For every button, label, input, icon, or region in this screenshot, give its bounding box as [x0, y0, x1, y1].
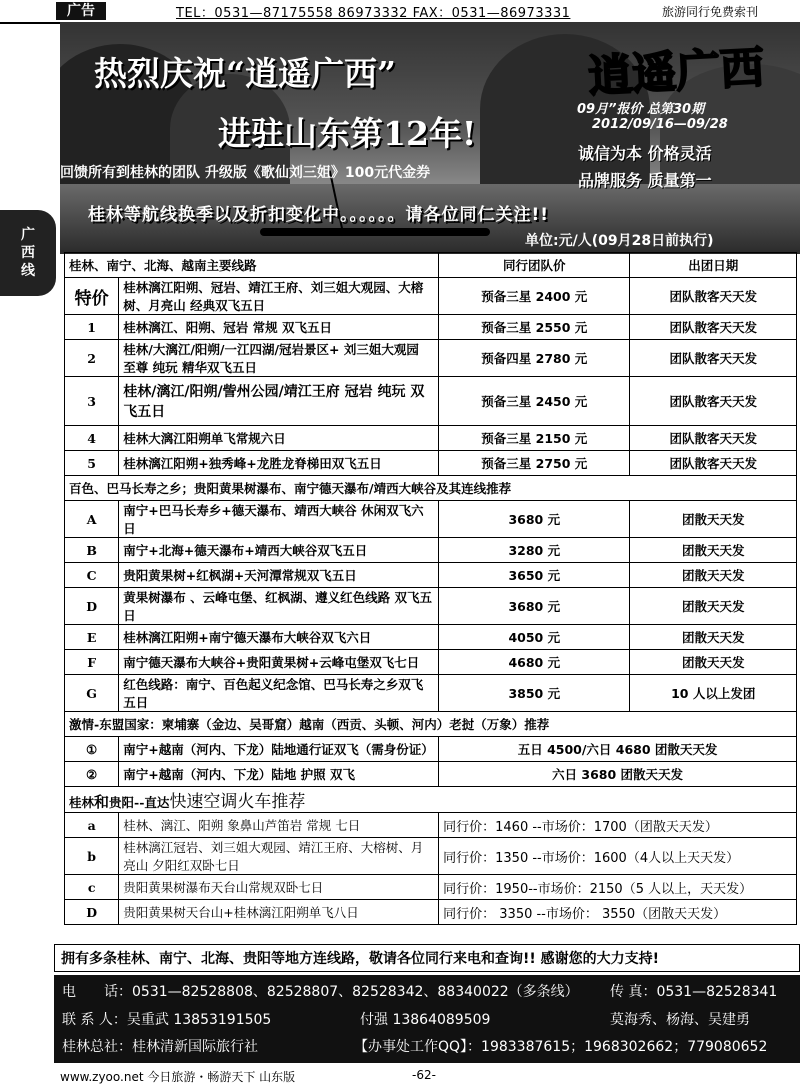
route-date: 团队散客天天发 [630, 377, 797, 426]
route-date: 团散天天发 [630, 538, 797, 563]
row-index: G [65, 675, 119, 712]
title-direct: --直达 [134, 795, 170, 810]
route-date: 团散天天发 [630, 501, 797, 538]
section3-header-row [65, 712, 797, 737]
slogan-line-1: 诚信为本 价格灵活 [578, 144, 712, 163]
table-row [65, 563, 797, 588]
hq-row [62, 1036, 258, 1056]
table-row [65, 900, 797, 925]
route-name: 贵阳黄果树天台山+桂林漓江阳朔单飞八日 [119, 900, 439, 925]
phone-row [62, 981, 579, 1001]
side-tab-char: 广 [21, 227, 35, 243]
row-index: ① [65, 737, 119, 762]
notice-text: 桂林等航线换季以及折扣变化中。。。。。。请各位同仁关注!! [88, 205, 550, 225]
route-date: 10 人以上发团 [630, 675, 797, 712]
route-name: 黄果树瀑布 、云峰屯堡、红枫湖、遵义红色线路 双飞五日 [119, 588, 439, 625]
route-price: 六日 3680 团散天天发 [439, 762, 797, 787]
fax-label: 传 真： [610, 984, 657, 1000]
route-date: 团队散客天天发 [630, 426, 797, 451]
title-guiyang: 贵阳 [109, 795, 135, 810]
contact-block [54, 975, 800, 1063]
issue-label: 09月”报价 总第30期 [577, 102, 705, 117]
route-name: 南宁+巴马长寿乡+德天瀑布、靖西大峡谷 休闲双飞六日 [119, 501, 439, 538]
table-row [65, 315, 797, 340]
side-tab-char: 线 [21, 263, 35, 279]
section2-header-row [65, 476, 797, 501]
row-index: C [65, 563, 119, 588]
side-tab-guangxi [0, 210, 56, 296]
route-price: 3680 元 [439, 588, 630, 625]
route-date: 团散天天发 [630, 563, 797, 588]
route-name: 桂林漓江阳朔+独秀峰+龙胜龙脊梯田双飞五日 [119, 451, 439, 476]
route-price: 同行价：1460 --市场价：1700（团散天天发） [439, 813, 797, 838]
row-index: D [65, 588, 119, 625]
route-price: 预备三星 2750 元 [439, 451, 630, 476]
route-date: 团队散客天天发 [630, 278, 797, 315]
route-name: 桂林、漓江、阳朔 象鼻山芦笛岩 常规 七日 [119, 813, 439, 838]
col-price-header: 同行团队价 [439, 253, 630, 278]
free-note: 旅游同行免费索刊 [662, 5, 759, 19]
route-date: 团散天天发 [630, 650, 797, 675]
title-and: 和 [94, 793, 110, 811]
slogan-line-2: 品牌服务 质量第一 [578, 171, 712, 190]
contact-person-1: 吴重武 13853191505 [126, 1012, 272, 1028]
title-train: 快速空调火车推荐 [169, 792, 306, 812]
table-row [65, 377, 797, 426]
qq-numbers: 1983387615；1968302662；779080652 [481, 1039, 768, 1055]
route-table [64, 252, 797, 925]
route-price: 3850 元 [439, 675, 630, 712]
route-price: 预备三星 2150 元 [439, 426, 630, 451]
table-row [65, 762, 797, 787]
qq-label: 【办事处工作QQ】： [354, 1039, 482, 1055]
row-index: 特价 [65, 278, 119, 315]
route-date: 团散天天发 [630, 625, 797, 650]
route-date: 团散天天发 [630, 588, 797, 625]
row-index: B [65, 538, 119, 563]
route-name: 贵阳黄果树瀑布天台山常规双卧七日 [119, 875, 439, 900]
table-row [65, 813, 797, 838]
contact-row [62, 1009, 271, 1029]
section3-title: 激情-东盟国家：柬埔寨（金边、吴哥窟）越南（西贡、头顿、河内）老挝（万象）推荐 [65, 712, 797, 737]
route-price: 4680 元 [439, 650, 630, 675]
ad-tag: 广告 [56, 2, 106, 20]
row-index: b [65, 838, 119, 875]
table-row [65, 538, 797, 563]
title-guilin: 桂林 [69, 795, 95, 810]
top-contact: TEL：0531—87175558 86973332 FAX：0531—86973331 [176, 6, 571, 21]
route-price: 预备三星 2550 元 [439, 315, 630, 340]
section2-title: 百色、巴马长寿之乡；贵阳黄果树瀑布、南宁德天瀑布/靖西大峡谷及其连线推荐 [65, 476, 797, 501]
qq-row [354, 1036, 767, 1056]
contact-label: 联 系 人： [62, 1012, 127, 1028]
route-price: 3680 元 [439, 501, 630, 538]
route-name: 桂林/大漓江/阳朔/一江四湖/冠岩景区+ 刘三姐大观园 至尊 纯玩 精华双飞五日 [119, 340, 439, 377]
route-price: 同行价：1350 --市场价：1600（4人以上天天发） [439, 838, 797, 875]
brand-logo: 逍遥广西 [587, 42, 766, 103]
hq-label: 桂林总社： [62, 1039, 132, 1055]
route-name: 桂林漓江冠岩、刘三姐大观园、靖江王府、大榕树、月亮山 夕阳红双卧七日 [119, 838, 439, 875]
feedback-text: 回馈所有到桂林的团队 升级版《歌仙刘三姐》100元代金券 [60, 165, 431, 181]
route-price: 预备三星 2400 元 [439, 278, 630, 315]
row-index: ② [65, 762, 119, 787]
contact-person-2: 付强 13864089509 [360, 1012, 491, 1028]
issue-dates: 2012/09/16—09/28 [592, 117, 728, 132]
phone-label: 电 话： [62, 984, 132, 1000]
route-name: 南宁+越南（河内、下龙）陆地通行证双飞（需身份证） [119, 737, 439, 762]
phone-numbers: 0531—82528808、82528807、82528342、88340022（多条线） [132, 984, 579, 1000]
route-price: 4050 元 [439, 625, 630, 650]
row-index: 2 [65, 340, 119, 377]
section1-header-row [65, 253, 797, 278]
contact-person-3: 莫海秀、杨海、吴建勇 [610, 1012, 750, 1028]
slogan [578, 140, 778, 194]
headline-1: 热烈庆祝“逍遥广西” [94, 54, 396, 93]
row-index: 5 [65, 451, 119, 476]
fax-number: 0531—82528341 [656, 984, 778, 1000]
footer-slogan: 拥有多条桂林、南宁、北海、贵阳等地方连线路，敬请各位同行来电和查询!! 感谢您的大力支持! [54, 944, 800, 972]
route-price: 五日 4500/六日 4680 团散天天发 [439, 737, 797, 762]
route-price: 3280 元 [439, 538, 630, 563]
route-name: 桂林漓江阳朔、冠岩、靖江王府、刘三姐大观园、大榕树、月亮山 经典双飞五日 [119, 278, 439, 315]
row-index: c [65, 875, 119, 900]
route-price: 预备三星 2450 元 [439, 377, 630, 426]
route-name: 桂林漓江、阳朔、冠岩 常规 双飞五日 [119, 315, 439, 340]
fax-row [610, 981, 777, 1001]
table-row [65, 278, 797, 315]
route-name: 桂林大漓江阳朔单飞常规六日 [119, 426, 439, 451]
row-index: 4 [65, 426, 119, 451]
hq-name: 桂林清新国际旅行社 [132, 1039, 258, 1055]
row-index: 3 [65, 377, 119, 426]
side-tab-char: 西 [21, 245, 35, 261]
table-row [65, 675, 797, 712]
route-price: 3650 元 [439, 563, 630, 588]
table-row [65, 650, 797, 675]
route-price: 同行价：1950--市场价：2150（5 人以上，天天发） [439, 875, 797, 900]
col-date-header: 出团日期 [630, 253, 797, 278]
table-row [65, 737, 797, 762]
table-row [65, 588, 797, 625]
section4-header-row [65, 787, 797, 813]
route-date: 团队散客天天发 [630, 315, 797, 340]
table-row [65, 875, 797, 900]
table-row [65, 451, 797, 476]
route-name: 南宁+北海+德天瀑布+靖西大峡谷双飞五日 [119, 538, 439, 563]
route-price: 预备四星 2780 元 [439, 340, 630, 377]
unit-note: 单位:元/人(09月28日前执行) [525, 233, 714, 249]
route-date: 团队散客天天发 [630, 340, 797, 377]
route-name: 南宁德天瀑布大峡谷+贵阳黄果树+云峰屯堡双飞七日 [119, 650, 439, 675]
row-index: E [65, 625, 119, 650]
route-name: 桂林漓江阳朔+南宁德天瀑布大峡谷双飞六日 [119, 625, 439, 650]
row-index: 1 [65, 315, 119, 340]
row-index: F [65, 650, 119, 675]
section4-title [65, 787, 797, 813]
page-number: -62- [412, 1068, 436, 1082]
section1-title: 桂林、南宁、北海、越南主要线路 [65, 253, 439, 278]
row-index: a [65, 813, 119, 838]
table-row [65, 501, 797, 538]
route-price: 同行价： 3350 --市场价： 3550（团散天天发） [439, 900, 797, 925]
row-index: D [65, 900, 119, 925]
route-name: 桂林/漓江/阳朔/訾州公园/靖江王府 冠岩 纯玩 双飞五日 [119, 377, 439, 426]
table-row [65, 838, 797, 875]
route-name: 南宁+越南（河内、下龙）陆地 护照 双飞 [119, 762, 439, 787]
row-index: A [65, 501, 119, 538]
route-name: 红色线路：南宁、百色起义纪念馆、巴马长寿之乡双飞五日 [119, 675, 439, 712]
table-row [65, 426, 797, 451]
table-row [65, 340, 797, 377]
route-date: 团队散客天天发 [630, 451, 797, 476]
table-row [65, 625, 797, 650]
headline-2: 进驻山东第12年! [218, 114, 477, 153]
route-name: 贵阳黄果树+红枫湖+天河潭常规双飞五日 [119, 563, 439, 588]
site-footer: www.zyoo.net 今日旅游・畅游天下 山东版 [60, 1070, 296, 1084]
